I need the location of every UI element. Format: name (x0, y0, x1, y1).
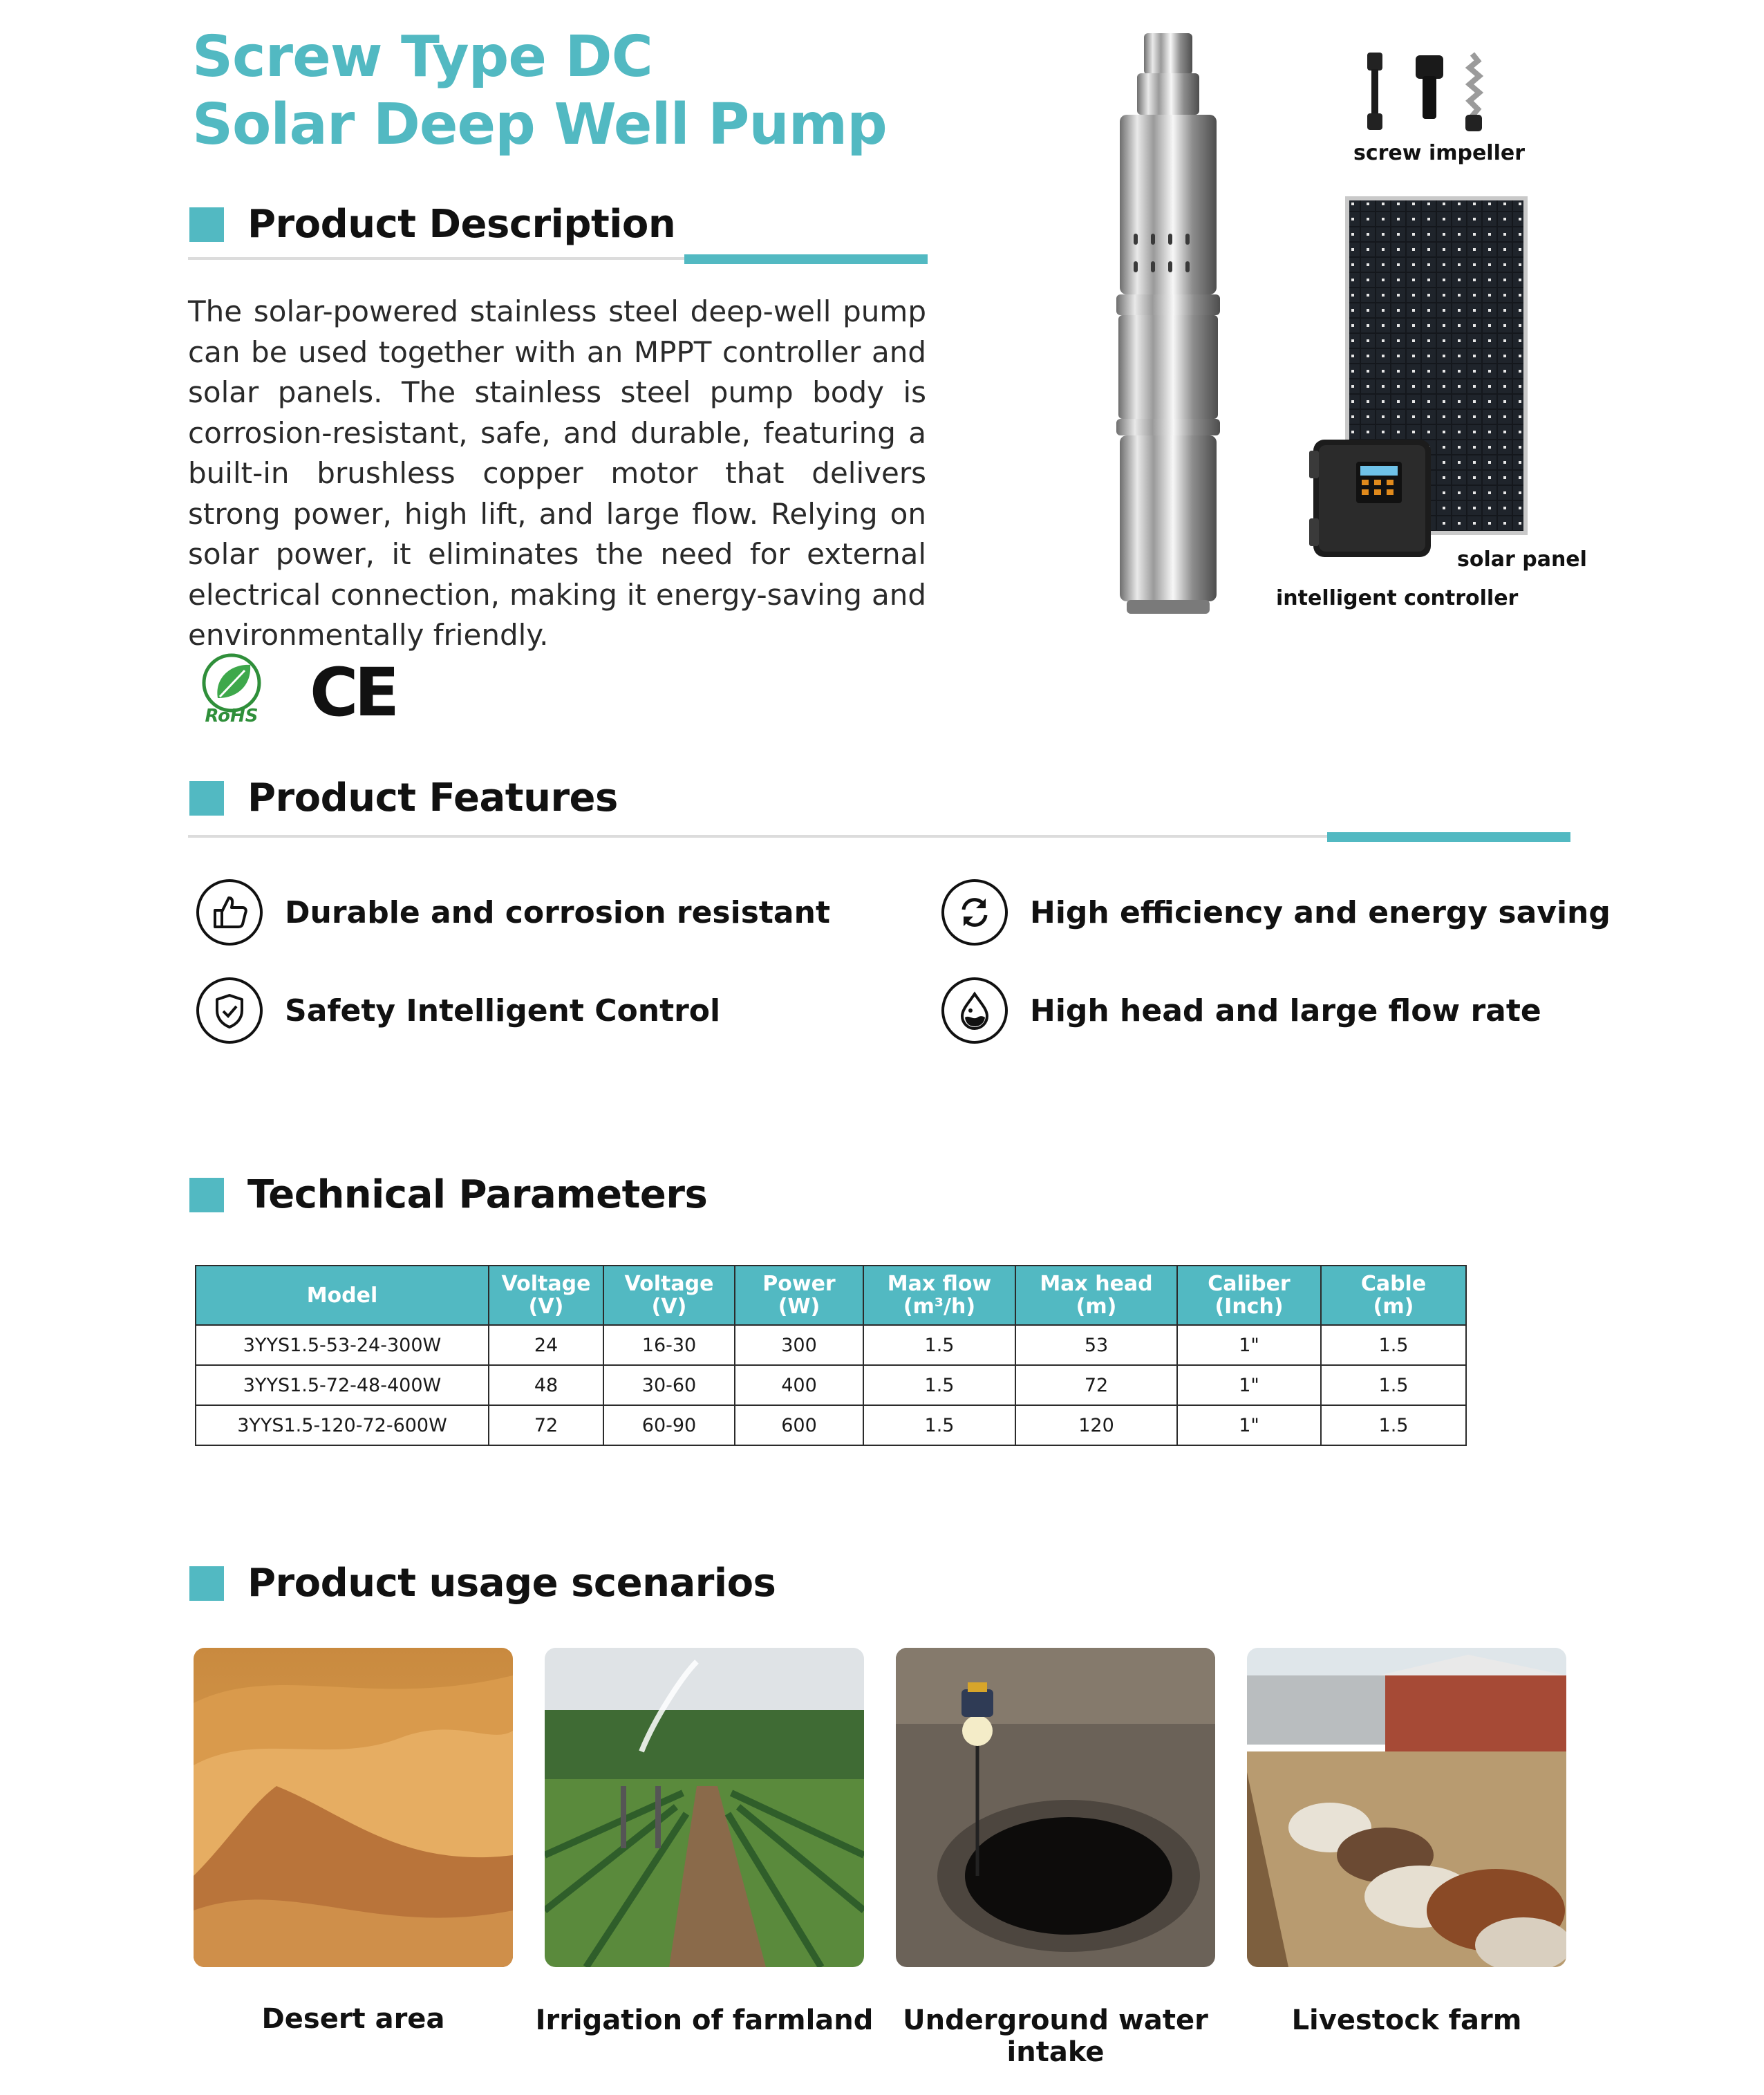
underground-water-photo (896, 1648, 1215, 1967)
shield-check-icon (196, 977, 263, 1044)
table-cell: 1.5 (863, 1365, 1015, 1405)
feature-efficiency (941, 879, 1611, 946)
section-marker (189, 781, 224, 816)
table-cell: 72 (1015, 1365, 1177, 1405)
section-title: Product Description (247, 202, 676, 247)
table-cell: 1" (1177, 1405, 1321, 1445)
table-cell: 600 (735, 1405, 863, 1445)
column-header-power: Power (W) (735, 1266, 863, 1325)
ce-mark-icon: CE (310, 654, 396, 731)
solar-panel-caption: solar panel (1457, 547, 1587, 572)
table-cell: 300 (735, 1325, 863, 1365)
refresh-icon (941, 879, 1008, 946)
technical-parameters-table (195, 1265, 1467, 1446)
table-cell: 3YYS1.5-120-72-600W (196, 1405, 489, 1445)
pump-image (1106, 33, 1230, 615)
desert-photo (194, 1648, 513, 1967)
table-cell: 60-90 (603, 1405, 735, 1445)
section-header-features (189, 776, 618, 820)
table-cell: 16-30 (603, 1325, 735, 1365)
table-cell: 1.5 (1321, 1405, 1466, 1445)
section-marker (189, 1178, 224, 1212)
table-header-row (196, 1266, 1466, 1325)
product-description: The solar-powered stainless steel deep-well pump can be used together with an MPPT controller and solar panels. The stainless steel pump body is corrosion-resistant, safe, and durable, featuring a built-in brushless copper motor that delivers strong power, high lift, and large flow. Relying on solar power, it eliminates the need for external electrical connection, making it energy-saving and environmentally friendly. (188, 294, 926, 652)
title-line-2: Solar Deep Well Pump (192, 92, 887, 158)
table-cell: 400 (735, 1365, 863, 1405)
scenario-caption-livestock: Livestock farm (1291, 2004, 1522, 2036)
feature-flow (941, 977, 1541, 1044)
feature-durable (196, 879, 830, 946)
intelligent-controller-image (1309, 437, 1435, 560)
scenario-caption-farmland: Irrigation of farmland (535, 2004, 874, 2036)
section-title: Product Features (247, 776, 618, 820)
section-marker (189, 1566, 224, 1601)
livestock-farm-photo (1247, 1648, 1566, 1967)
section-header-scenarios (189, 1561, 776, 1606)
table-row (196, 1365, 1466, 1405)
column-header-max-head: Max head (m) (1015, 1266, 1177, 1325)
column-header-voltage-range: Voltage (V) (603, 1266, 735, 1325)
table-cell: 30-60 (603, 1365, 735, 1405)
table-cell: 1.5 (1321, 1365, 1466, 1405)
table-cell: 3YYS1.5-72-48-400W (196, 1365, 489, 1405)
feature-label: Durable and corrosion resistant (285, 894, 830, 930)
table-cell: 120 (1015, 1405, 1177, 1445)
section-title: Technical Parameters (247, 1172, 708, 1217)
table-cell: 3YYS1.5-53-24-300W (196, 1325, 489, 1365)
column-header-caliber: Caliber (Inch) (1177, 1266, 1321, 1325)
section-divider-accent (684, 254, 928, 264)
intelligent-controller-caption: intelligent controller (1276, 586, 1519, 610)
table-cell: 1" (1177, 1325, 1321, 1365)
water-drop-icon (941, 977, 1008, 1044)
table-cell: 1.5 (863, 1325, 1015, 1365)
screw-impeller-image (1355, 48, 1507, 138)
page-title (192, 24, 887, 159)
feature-label: High efficiency and energy saving (1030, 894, 1611, 930)
table-row (196, 1405, 1466, 1445)
table-cell: 1.5 (863, 1405, 1015, 1445)
section-marker (189, 207, 224, 242)
farmland-photo (545, 1648, 864, 1967)
scenario-caption-underground-water: Underground water intake (903, 2004, 1208, 2068)
thumbs-up-icon (196, 879, 263, 946)
scenario-caption-desert: Desert area (261, 2003, 445, 2035)
table-cell: 24 (489, 1325, 603, 1365)
section-divider-accent (1327, 832, 1570, 842)
table-row (196, 1325, 1466, 1365)
rohs-icon (194, 650, 270, 726)
column-header-cable: Cable (m) (1321, 1266, 1466, 1325)
table-cell: 53 (1015, 1325, 1177, 1365)
column-header-voltage: Voltage (V) (489, 1266, 603, 1325)
column-header-model: Model (196, 1266, 489, 1325)
section-header-description (189, 202, 675, 247)
screw-impeller-caption: screw impeller (1353, 141, 1526, 165)
section-header-parameters (189, 1172, 707, 1217)
table-cell: 1.5 (1321, 1325, 1466, 1365)
column-header-max-flow: Max flow (m³/h) (863, 1266, 1015, 1325)
section-title: Product usage scenarios (247, 1561, 776, 1606)
table-cell: 48 (489, 1365, 603, 1405)
feature-safety (196, 977, 720, 1044)
table-cell: 72 (489, 1405, 603, 1445)
title-line-1: Screw Type DC (192, 24, 653, 90)
feature-label: High head and large flow rate (1030, 993, 1541, 1028)
table-cell: 1" (1177, 1365, 1321, 1405)
rohs-label: RoHS (205, 706, 259, 726)
feature-label: Safety Intelligent Control (285, 993, 721, 1028)
